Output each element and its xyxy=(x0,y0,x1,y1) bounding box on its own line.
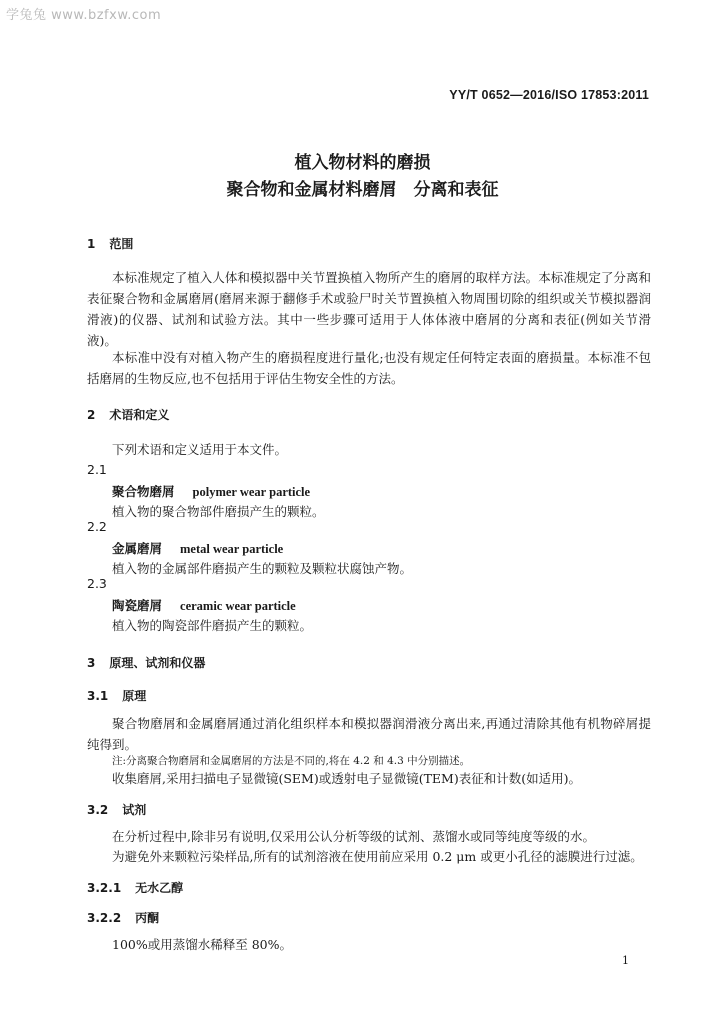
section-3-2-2-paragraph: 100%或用蒸馏水稀释至 80%。 xyxy=(112,937,292,952)
section-title: 试剂 xyxy=(122,803,147,817)
section-2-intro: 下列术语和定义适用于本文件。 xyxy=(112,442,288,457)
section-number: 3.1 xyxy=(87,689,109,703)
site-watermark: 学兔兔 www.bzfxw.com xyxy=(6,8,162,23)
section-2-heading xyxy=(87,406,169,423)
term-number: 2.3 xyxy=(87,576,107,591)
section-number: 1 xyxy=(87,237,96,251)
section-3-1-heading xyxy=(87,687,146,704)
document-title xyxy=(0,150,725,204)
section-number: 3.2.1 xyxy=(87,881,122,895)
title-line-2: 聚合物和金属材料磨屑 分离和表征 xyxy=(226,180,499,200)
section-number: 3.2 xyxy=(87,803,109,817)
section-3-2-2-heading xyxy=(87,909,159,926)
term-english: polymer wear particle xyxy=(192,485,311,499)
page-number: 1 xyxy=(622,954,629,967)
section-number: 2 xyxy=(87,408,96,422)
section-title: 无水乙醇 xyxy=(135,881,184,895)
section-3-2-heading xyxy=(87,801,146,818)
term-entry xyxy=(112,539,283,557)
section-3-1-paragraph-2: 收集磨屑,采用扫描电子显微镜(SEM)或透射电子显微镜(TEM)表征和计数(如适用)。 xyxy=(112,771,581,786)
section-3-2-1-heading xyxy=(87,879,183,896)
term-english: ceramic wear particle xyxy=(180,599,296,613)
section-3-1-paragraph-1: 聚合物磨屑和金属磨屑通过消化组织样本和模拟器润滑液分离出来,再通过清除其他有机物碎屑提纯得到。 xyxy=(87,716,651,752)
section-3-1-note: 注:分离聚合物磨屑和金属磨屑的方法是不同的,将在 4.2 和 4.3 中分别描述。 xyxy=(112,755,471,767)
section-3-2-paragraph-1: 在分析过程中,除非另有说明,仅采用公认分析等级的试剂、蒸馏水或同等纯度等级的水。 xyxy=(112,829,595,844)
section-title: 原理、试剂和仪器 xyxy=(109,656,206,670)
term-number: 2.2 xyxy=(87,519,107,534)
term-chinese: 聚合物磨屑 xyxy=(112,484,175,499)
section-number: 3 xyxy=(87,656,96,670)
section-title: 原理 xyxy=(122,689,147,703)
standard-code: YY/T 0652—2016/ISO 17853:2011 xyxy=(449,88,649,102)
section-title: 范围 xyxy=(109,237,134,251)
term-definition: 植入物的金属部件磨损产生的颗粒及颗粒状腐蚀产物。 xyxy=(112,561,413,576)
term-definition: 植入物的陶瓷部件磨损产生的颗粒。 xyxy=(112,618,313,633)
term-number: 2.1 xyxy=(87,462,107,477)
term-english: metal wear particle xyxy=(180,542,284,556)
section-1-heading xyxy=(87,235,133,252)
term-chinese: 陶瓷磨屑 xyxy=(112,598,163,613)
section-1-paragraph-1: 本标准规定了植入人体和模拟器中关节置换植入物所产生的磨屑的取样方法。本标准规定了分离和表征聚合物和金属磨屑(磨屑来源于翻修手术或验尸时关节置换植入物周围切除的组织或关节模拟器润滑液)的仪器、试剂和试验方法。其中一些步骤可适用于人体体液中磨屑的分离和表征(例如关节滑液)。 xyxy=(87,270,651,348)
section-number: 3.2.2 xyxy=(87,911,122,925)
term-chinese: 金属磨屑 xyxy=(112,541,163,556)
title-line-1: 植入物材料的磨损 xyxy=(294,153,431,173)
section-title: 术语和定义 xyxy=(109,408,170,422)
section-title: 丙酮 xyxy=(135,911,160,925)
term-entry xyxy=(112,596,296,614)
term-entry xyxy=(112,482,310,500)
term-definition: 植入物的聚合物部件磨损产生的颗粒。 xyxy=(112,504,325,519)
section-1-paragraph-2: 本标准中没有对植入物产生的磨损程度进行量化;也没有规定任何特定表面的磨损量。本标准不包括磨屑的生物反应,也不包括用于评估生物安全性的方法。 xyxy=(87,350,651,386)
section-3-2-paragraph-2: 为避免外来颗粒污染样品,所有的试剂溶液在使用前应采用 0.2 μm 或更小孔径的滤膜进行过滤。 xyxy=(112,849,643,864)
section-3-heading xyxy=(87,654,205,671)
